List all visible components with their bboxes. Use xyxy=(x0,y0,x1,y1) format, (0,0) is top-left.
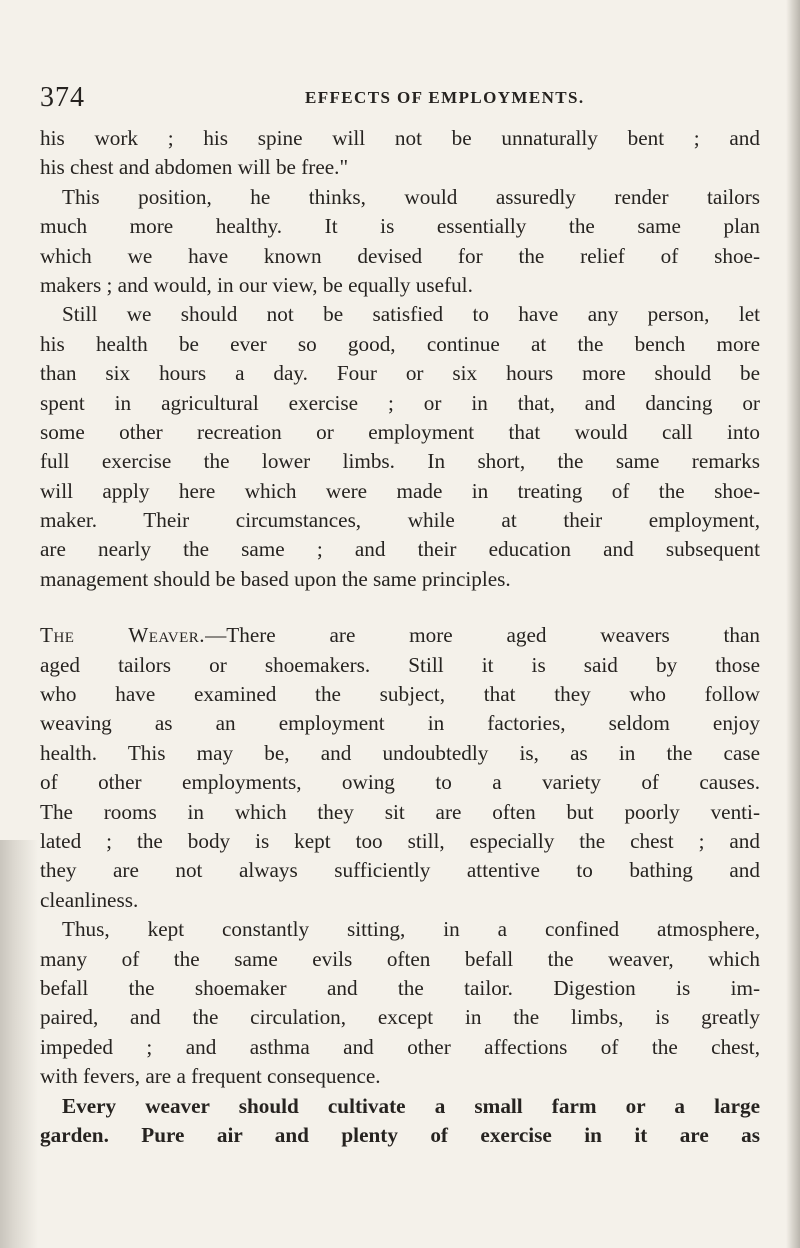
text-line: will apply here which were made in treating of the shoe- xyxy=(40,478,760,503)
page-edge-shadow xyxy=(786,0,800,1248)
text-line: full exercise the lower limbs. In short, the same remarks xyxy=(40,449,760,474)
section-first-line: —There are more aged weavers than xyxy=(205,623,760,648)
text-line: garden. Pure air and plenty of exercise in it are as xyxy=(40,1122,760,1147)
text-line: spent in agricultural exercise ; or in that, and dancing or xyxy=(40,390,760,415)
text-line: impeded ; and asthma and other affections of the chest, xyxy=(40,1034,760,1059)
text-line: Still we should not be satisfied to have any person, let xyxy=(62,302,760,327)
text-line: who have examined the subject, that they who follow xyxy=(40,682,760,707)
running-head: EFFECTS OF EMPLOYMENTS. xyxy=(305,88,585,107)
text-line: they are not always sufficiently attentive to bathing and xyxy=(40,858,760,883)
text-line: management should be based upon the same principles. xyxy=(40,566,511,591)
text-line: some other recreation or employment that would call into xyxy=(40,419,760,444)
section-gap xyxy=(40,594,760,621)
text-line: maker. Their circumstances, while at their employment, xyxy=(40,508,760,533)
section-heading-line xyxy=(40,621,760,650)
page-number: 374 xyxy=(40,82,85,113)
text-line: weaving as an employment in factories, seldom enjoy xyxy=(40,711,760,736)
text-line: much more healthy. It is essentially the same plan xyxy=(40,214,760,239)
page-binding-shadow xyxy=(0,840,38,1248)
text-line: This position, he thinks, would assuredly render tailors xyxy=(62,184,760,209)
section-heading-weaver: Weaver. xyxy=(128,623,206,648)
text-line: cleanliness. xyxy=(40,887,139,912)
text-line: health. This may be, and undoubtedly is, as in the case xyxy=(40,740,760,765)
text-line: many of the same evils often befall the weaver, which xyxy=(40,946,760,971)
text-line: with fevers, are a frequent consequence. xyxy=(40,1064,381,1089)
text-line: his chest and abdomen will be free." xyxy=(40,155,349,180)
text-line: his health be ever so good, continue at the bench more xyxy=(40,331,760,356)
text-line: aged tailors or shoemakers. Still it is said by those xyxy=(40,652,760,677)
text-line: than six hours a day. Four or six hours more should be xyxy=(40,361,760,386)
text-line: Thus, kept constantly sitting, in a confined atmosphere, xyxy=(62,917,760,942)
text-line: which we have known devised for the relief of shoe- xyxy=(40,243,760,268)
text-line: lated ; the body is kept too still, especially the chest ; and xyxy=(40,828,760,853)
text-line: paired, and the circulation, except in the limbs, is greatly xyxy=(40,1005,760,1030)
text-line: his work ; his spine will not be unnaturally bent ; and xyxy=(40,126,760,150)
body-text xyxy=(40,124,760,1150)
text-line: befall the shoemaker and the tailor. Digestion is im- xyxy=(40,975,760,1000)
text-line: of other employments, owing to a variety of causes. xyxy=(40,770,760,795)
page-header xyxy=(40,82,760,116)
section-heading-the: The xyxy=(40,623,75,648)
text-line: makers ; and would, in our view, be equally useful. xyxy=(40,272,473,297)
text-line: are nearly the same ; and their education and subsequent xyxy=(40,537,760,562)
text-line: Every weaver should cultivate a small farm or a large xyxy=(62,1093,760,1118)
text-line: The rooms in which they sit are often but poorly venti- xyxy=(40,799,760,824)
